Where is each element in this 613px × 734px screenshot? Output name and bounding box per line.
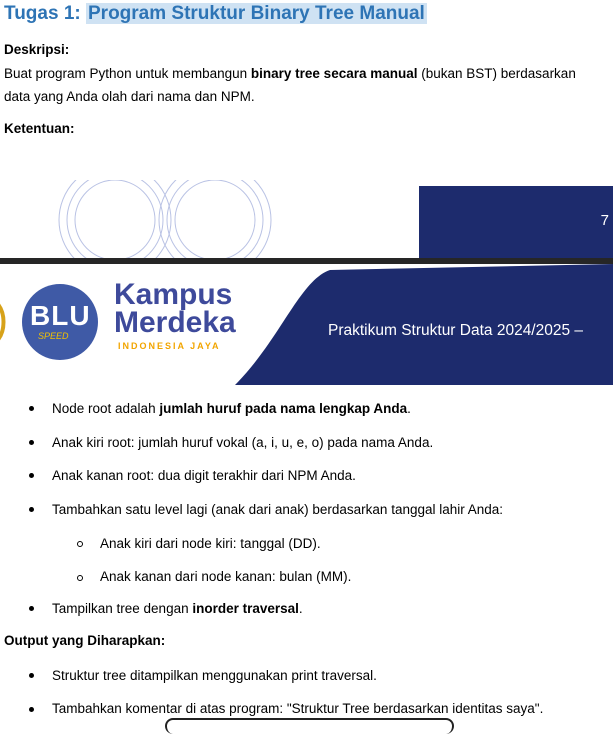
list-item-text: Node root adalah	[52, 401, 160, 416]
list-item: Tambahkan satu level lagi (anak dari anak) berdasarkan tanggal lahir Anda:	[52, 502, 504, 517]
list-item-bold: jumlah huruf pada nama lengkap Anda	[159, 401, 408, 416]
task-title-prefix: Tugas 1:	[4, 3, 86, 24]
list-item-end: .	[407, 401, 411, 416]
bullet-dot	[29, 507, 34, 512]
sub-bullet-ring	[77, 575, 83, 581]
logo-merdeka: Merdeka	[114, 306, 236, 339]
bullet-dot	[29, 406, 34, 411]
list-item-text: Tampilkan tree dengan	[52, 601, 193, 616]
page-number: 7	[600, 212, 609, 229]
deskripsi-heading: Deskripsi:	[4, 42, 70, 57]
blu-logo-text: BLU	[30, 300, 91, 331]
list-item: Anak kanan root: dua digit terakhir dari NPM Anda.	[52, 468, 356, 483]
sub-list-item: Anak kanan dari node kanan: bulan (MM).	[100, 569, 352, 584]
sub-list-item: Anak kiri dari node kiri: tanggal (DD).	[100, 536, 321, 551]
task-title-highlight: Program Struktur Binary Tree Manual	[88, 3, 425, 24]
bullet-dot	[29, 606, 34, 611]
list-item-bold: inorder traversal	[192, 601, 299, 616]
code-box-edge	[165, 718, 454, 734]
list-item: Anak kiri root: jumlah huruf vokal (a, i, u, e, o) pada nama Anda.	[52, 435, 434, 450]
deskripsi-text-end: (bukan BST) berdasarkan	[417, 66, 576, 81]
bullet-dot	[29, 440, 34, 445]
list-item	[52, 599, 303, 619]
course-title: Praktikum Struktur Data 2024/2025 –	[328, 322, 584, 339]
task-title	[4, 2, 427, 26]
slide-header-band	[0, 180, 613, 385]
ketentuan-heading: Ketentuan:	[4, 121, 75, 136]
bullet-dot	[29, 673, 34, 678]
list-item: Struktur tree ditampilkan menggunakan print traversal.	[52, 668, 377, 683]
logo-indonesia-jaya: INDONESIA JAYA	[118, 341, 221, 351]
deskripsi-text: Buat program Python untuk membangun	[4, 66, 251, 81]
speed-logo-text: SPEED	[38, 331, 69, 341]
navy-block	[419, 186, 613, 260]
sub-bullet-ring	[77, 541, 83, 547]
deskripsi-line-2: data yang Anda olah dari nama dan NPM.	[4, 89, 255, 104]
deskripsi-bold: binary tree secara manual	[250, 66, 418, 81]
bullet-dot	[29, 473, 34, 478]
output-heading: Output yang Diharapkan:	[4, 633, 166, 648]
logo-kampus: Kampus	[114, 278, 233, 311]
list-item: Tambahkan komentar di atas program: "Struktur Tree berdasarkan identitas saya".	[52, 701, 544, 716]
seal-icon	[0, 298, 10, 346]
list-item	[52, 399, 411, 419]
bullet-dot	[29, 707, 34, 712]
list-item-end: .	[298, 601, 303, 616]
deskripsi-line-1	[4, 63, 576, 85]
